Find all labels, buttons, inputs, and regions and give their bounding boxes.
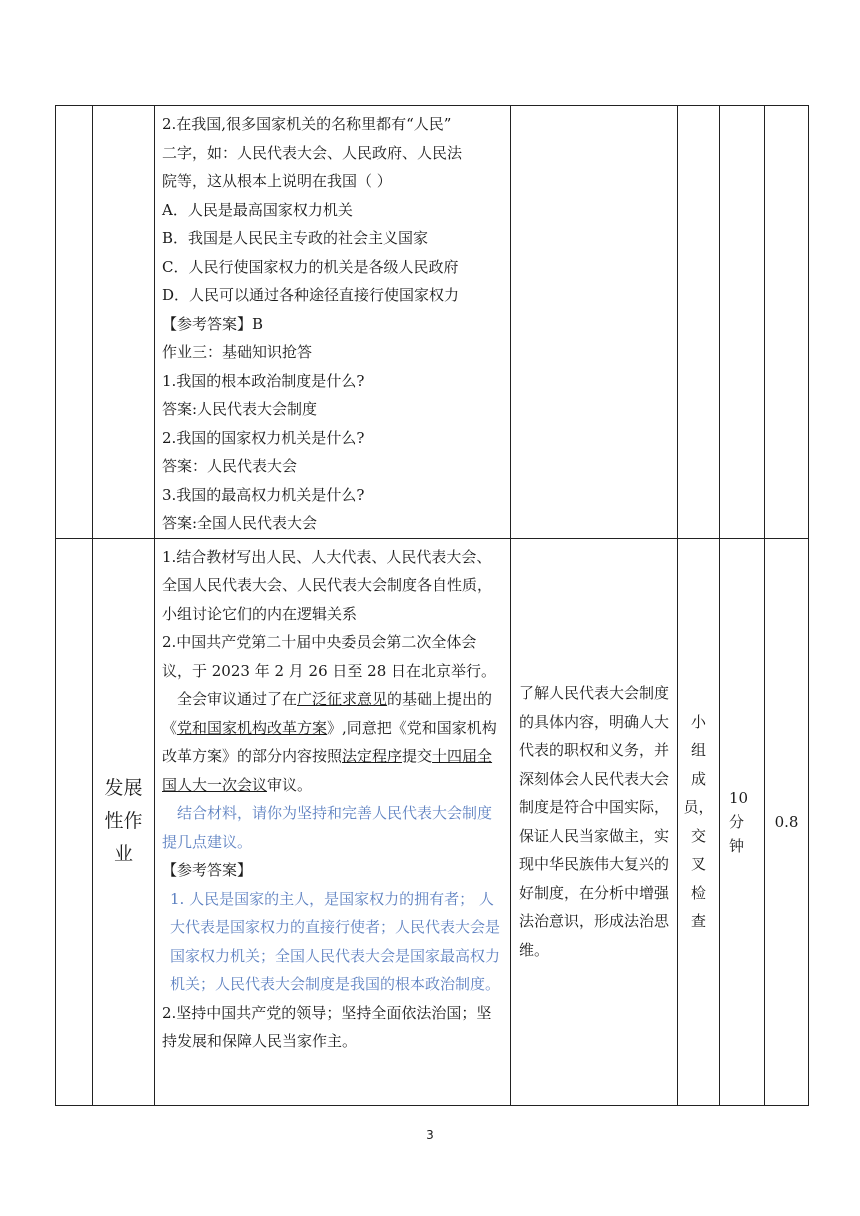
table-row [56,106,809,539]
method-char: 检 [690,883,706,902]
quiz-question: 1.我国的根本政治制度是什么? [162,371,365,390]
option-a: A．人民是最高国家权力机关 [162,200,353,219]
content-cell [155,538,511,1105]
question-line: 二字，如：人民代表大会、人民政府、人民法 [162,143,463,162]
quiz-question: 2.我国的国家权力机关是什么? [162,428,365,447]
time-unit: 分 [729,812,745,831]
material-text: 的基础上提出的《 [162,690,493,737]
question-line: 2.在我国,很多国家机关的名称里都有“人民” [162,115,452,133]
category-label: 业 [113,843,133,865]
option-d: D．人民可以通过各种途径直接行使国家权力 [162,286,460,304]
material-text: 提交 [402,747,433,765]
underlined-text: 党和国家机构改革方案 [177,718,328,737]
time-value: 10 [729,788,749,807]
time-unit: 钟 [729,836,745,855]
method-char: 小 [690,712,706,731]
method-char: 员， [683,798,714,816]
method-char: 叉 [690,855,706,873]
quiz-answer: 答案：人民代表大会 [162,457,298,475]
task-2: 2.中国共产党第二十届中央委员会第二次全体会议，于 2023 年 2 月 26 日至 28 日在北京举行。 [162,633,497,680]
goal-cell [511,538,678,1105]
method-char: 查 [690,912,706,930]
quiz-question: 3.我国的最高权力机关是什么? [162,485,365,504]
option-b: B．我国是人民民主专政的社会主义国家 [162,229,429,247]
method-char: 组 [690,741,706,759]
quiz-answer: 答案:人民代表大会制度 [162,400,318,418]
page-number: 3 [426,1128,434,1142]
answer-1: 1. 人民是国家的主人，是国家权力的拥有者； 人大代表是国家权力的直接行使者；人民代表大会是国家权力机关；全国人民代表大会是国家最高权力机关；人民代表大会制度是我国的根本政治制度。 [170,889,501,993]
material-text: 全会审议通过了在 [177,690,298,708]
time-cell [720,106,765,539]
homework-table [55,105,809,1106]
answer-label: 【参考答案】 [162,861,253,879]
method-cell [678,106,720,539]
material-text: 审议。 [267,775,313,794]
underlined-text: 十四届全国人大一次会议 [162,747,493,794]
category-cell [93,106,155,539]
score-value: 0.8 [774,812,799,831]
section-heading: 作业三：基础知识抢答 [162,343,313,361]
material-paragraph [162,685,504,799]
category-label: 性作 [104,810,143,832]
category-cell [93,538,155,1105]
table-row [56,538,809,1105]
material-text: 》,同意把《党和国家机构改革方案》的部分内容按照 [162,718,497,765]
reference-answer: 【参考答案】B [162,314,264,333]
task-1: 1.结合教材写出人民、人大代表、人民代表大会、全国人民代表大会、人民代表大会制度各自性质，小组讨论它们的内在逻辑关系 [162,547,493,623]
time-cell [720,538,765,1105]
score-cell [765,106,809,539]
category-label: 发展 [104,777,143,799]
goal-cell [511,106,678,539]
question-prompt: 结合材料，请你为坚持和完善人民代表大会制度提几点建议。 [162,804,493,851]
answer-2: 2.坚持中国共产党的领导；坚持全面依法治国；坚持发展和保障人民当家作主。 [162,1003,492,1050]
quiz-answer: 答案:全国人民代表大会 [162,514,318,532]
underlined-text: 广泛征求意见 [297,690,388,708]
method-cell [678,538,720,1105]
method-char: 成 [690,769,706,788]
method-char: 交 [690,826,706,845]
underlined-text: 法定程序 [342,747,403,765]
goal-text: 了解人民代表大会制度的具体内容，明确人大代表的职权和义务，并深刻体会人民代表大会制度是符合中国实际，保证人民当家做主，实现中华民族伟大复兴的好制度，在分析中增强法治意识，形成法治思维。 [519,684,670,959]
option-c: C．人民行使国家权力的机关是各级人民政府 [162,257,459,276]
score-cell [765,538,809,1105]
question-line: 院等，这从根本上说明在我国（ ） [162,172,392,190]
index-cell [56,106,93,539]
index-cell [56,538,93,1105]
content-cell [155,106,511,539]
